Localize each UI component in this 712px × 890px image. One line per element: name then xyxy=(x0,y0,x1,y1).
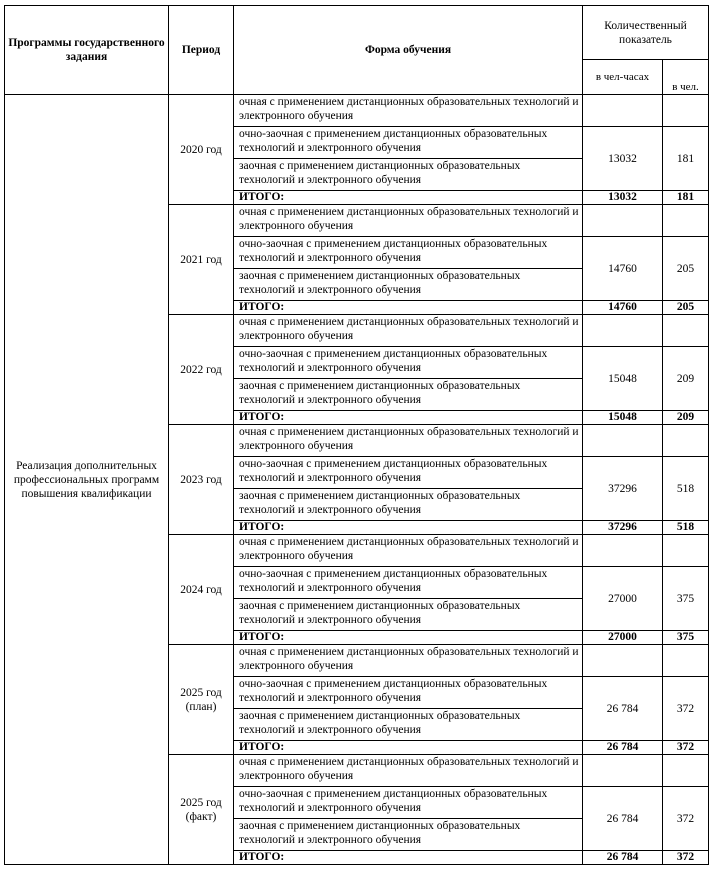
program-name: Реализация дополнительных профессиональных программ повышения квалификации xyxy=(5,95,169,865)
hours-value: 13032 xyxy=(583,127,663,191)
form-label: очная с применением дистанционных образовательных технологий и электронного обучения xyxy=(234,755,583,787)
people-value: 518 xyxy=(663,457,709,521)
total-label: ИТОГО: xyxy=(234,741,583,755)
form-label: очная с применением дистанционных образовательных технологий и электронного обучения xyxy=(234,645,583,677)
total-label: ИТОГО: xyxy=(234,521,583,535)
form-label: очно-заочная с применением дистанционных образовательных технологий и электронного обучения xyxy=(234,677,583,709)
total-people: 375 xyxy=(663,631,709,645)
form-label: очно-заочная с применением дистанционных образовательных технологий и электронного обучения xyxy=(234,237,583,269)
hours-value: 27000 xyxy=(583,567,663,631)
empty-cell xyxy=(663,535,709,567)
total-people: 181 xyxy=(663,191,709,205)
form-label: заочная с применением дистанционных образовательных технологий и электронного обучения xyxy=(234,269,583,301)
header-people: в чел. xyxy=(663,60,709,95)
period-label: 2025 год (план) xyxy=(169,645,234,755)
people-value: 209 xyxy=(663,347,709,411)
table-body xyxy=(5,95,709,865)
total-hours: 26 784 xyxy=(583,851,663,865)
form-label: очно-заочная с применением дистанционных образовательных технологий и электронного обучения xyxy=(234,347,583,379)
header-form: Форма обучения xyxy=(234,6,583,95)
form-label: заочная с применением дистанционных образовательных технологий и электронного обучения xyxy=(234,709,583,741)
total-label: ИТОГО: xyxy=(234,631,583,645)
hours-value: 14760 xyxy=(583,237,663,301)
total-hours: 27000 xyxy=(583,631,663,645)
period-label: 2022 год xyxy=(169,315,234,425)
table-row xyxy=(5,95,709,127)
empty-cell xyxy=(663,95,709,127)
form-label: очно-заочная с применением дистанционных образовательных технологий и электронного обучения xyxy=(234,457,583,489)
form-label: очная с применением дистанционных образовательных технологий и электронного обучения xyxy=(234,205,583,237)
total-people: 372 xyxy=(663,851,709,865)
hours-value: 37296 xyxy=(583,457,663,521)
hours-value: 26 784 xyxy=(583,787,663,851)
people-value: 181 xyxy=(663,127,709,191)
period-label: 2024 год xyxy=(169,535,234,645)
total-people: 372 xyxy=(663,741,709,755)
total-hours: 26 784 xyxy=(583,741,663,755)
empty-cell xyxy=(663,645,709,677)
header-period: Период xyxy=(169,6,234,95)
period-label: 2023 год xyxy=(169,425,234,535)
empty-cell xyxy=(663,315,709,347)
period-label: 2021 год xyxy=(169,205,234,315)
empty-cell xyxy=(583,95,663,127)
total-people: 209 xyxy=(663,411,709,425)
period-label: 2025 год (факт) xyxy=(169,755,234,865)
form-label: очная с применением дистанционных образовательных технологий и электронного обучения xyxy=(234,315,583,347)
header-program: Программы государственного задания xyxy=(5,6,169,95)
empty-cell xyxy=(583,425,663,457)
form-label: очно-заочная с применением дистанционных образовательных технологий и электронного обучения xyxy=(234,567,583,599)
form-label: очная с применением дистанционных образовательных технологий и электронного обучения xyxy=(234,95,583,127)
header-hours: в чел-часах xyxy=(583,60,663,95)
state-task-table xyxy=(4,5,709,865)
form-label: очно-заочная с применением дистанционных образовательных технологий и электронного обучения xyxy=(234,127,583,159)
empty-cell xyxy=(583,205,663,237)
form-label: очная с применением дистанционных образовательных технологий и электронного обучения xyxy=(234,535,583,567)
empty-cell xyxy=(583,755,663,787)
form-label: заочная с применением дистанционных образовательных технологий и электронного обучения xyxy=(234,819,583,851)
total-label: ИТОГО: xyxy=(234,301,583,315)
total-label: ИТОГО: xyxy=(234,851,583,865)
form-label: заочная с применением дистанционных образовательных технологий и электронного обучения xyxy=(234,379,583,411)
people-value: 375 xyxy=(663,567,709,631)
empty-cell xyxy=(583,645,663,677)
hours-value: 26 784 xyxy=(583,677,663,741)
period-label: 2020 год xyxy=(169,95,234,205)
form-label: очно-заочная с применением дистанционных образовательных технологий и электронного обучения xyxy=(234,787,583,819)
total-people: 205 xyxy=(663,301,709,315)
form-label: очная с применением дистанционных образовательных технологий и электронного обучения xyxy=(234,425,583,457)
empty-cell xyxy=(663,205,709,237)
empty-cell xyxy=(663,755,709,787)
total-hours: 37296 xyxy=(583,521,663,535)
total-hours: 14760 xyxy=(583,301,663,315)
total-hours: 15048 xyxy=(583,411,663,425)
total-people: 518 xyxy=(663,521,709,535)
empty-cell xyxy=(583,315,663,347)
form-label: заочная с применением дистанционных образовательных технологий и электронного обучения xyxy=(234,489,583,521)
empty-cell xyxy=(663,425,709,457)
people-value: 372 xyxy=(663,787,709,851)
header-quantity: Количественный показатель xyxy=(583,6,709,60)
hours-value: 15048 xyxy=(583,347,663,411)
total-hours: 13032 xyxy=(583,191,663,205)
empty-cell xyxy=(583,535,663,567)
total-label: ИТОГО: xyxy=(234,411,583,425)
form-label: заочная с применением дистанционных образовательных технологий и электронного обучения xyxy=(234,159,583,191)
people-value: 205 xyxy=(663,237,709,301)
form-label: заочная с применением дистанционных образовательных технологий и электронного обучения xyxy=(234,599,583,631)
people-value: 372 xyxy=(663,677,709,741)
total-label: ИТОГО: xyxy=(234,191,583,205)
